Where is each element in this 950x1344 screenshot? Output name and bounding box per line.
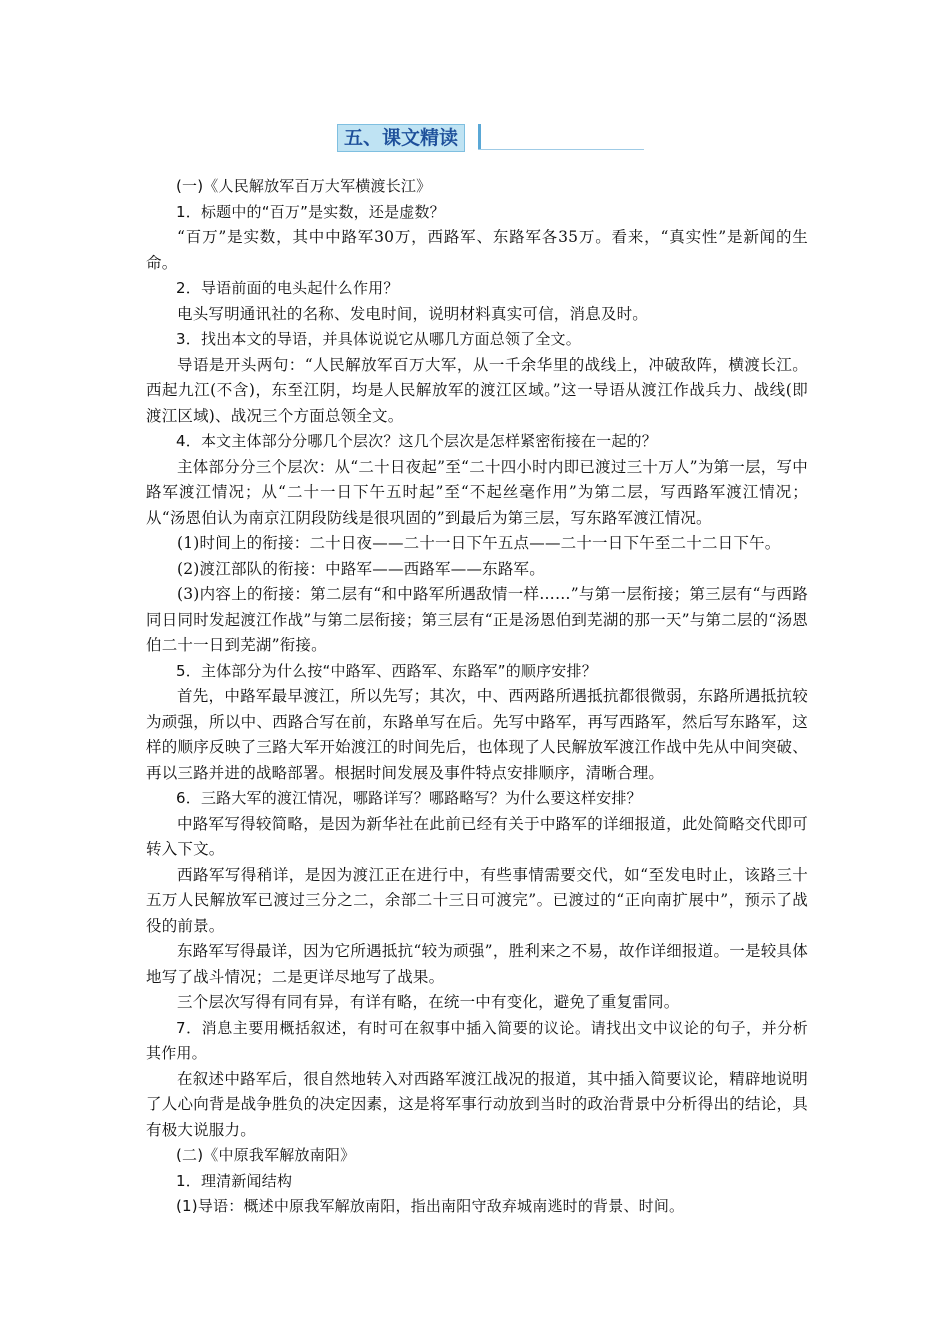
answer-paragraph: 主体部分分三个层次：从“二十日夜起”至“二十四小时内即已渡过三十万人”为第一层，写中路军渡江情况；从“二十一日下午五时起”至“不起丝毫作用”为第二层，写西路军渡江情况；从“汤恩伯认为南京江阴段防线是很巩固的”到最后为第三层，写东路军渡江情况。 <box>146 457 808 527</box>
section-header <box>337 124 647 152</box>
answer-paragraph: 东路军写得最详，因为它所遇抵抗“较为顽强”，胜利来之不易，故作详细报道。一是较具体地写了战斗情况；二是更详尽地写了战果。 <box>146 942 808 986</box>
question-paragraph: 7．消息主要用概括叙述，有时可在叙事中插入简要的议论。请找出文中议论的句子，并分析其作用。 <box>146 1018 808 1062</box>
answer-paragraph: (2)渡江部队的衔接：中路军——西路军——东路军。 <box>177 559 545 578</box>
question-paragraph: 4．本文主体部分分哪几个层次？这几个层次是怎样紧密衔接在一起的？ <box>176 432 657 450</box>
question-paragraph: 5．主体部分为什么按“中路军、西路军、东路军”的顺序安排？ <box>176 661 597 680</box>
header-underline <box>478 149 644 150</box>
answer-paragraph: (3)内容上的衔接：第二层有“和中路军所遇敌情一样……”与第一层衔接；第三层有“与西路同日同时发起渡江作战”与第二层衔接；第三层有“正是汤恩伯到芜湖的那一天”与第二层的“汤恩伯二十一日到芜湖”衔接。 <box>146 585 808 654</box>
answer-paragraph: “百万”是实数，其中中路军30万，西路军、东路军各35万。看来，“真实性”是新闻的生命。 <box>146 228 808 272</box>
header-accent-bar <box>478 124 481 150</box>
question-paragraph: 1．理清新闻结构 <box>176 1171 293 1190</box>
question-paragraph: 3．找出本文的导语，并具体说说它从哪几方面总领了全文。 <box>176 330 581 348</box>
question-paragraph: (1)导语：概述中原我军解放南阳，指出南阳守敌弃城南逃时的背景、时间。 <box>176 1197 685 1215</box>
question-paragraph: 6．三路大军的渡江情况，哪路详写？哪路略写？为什么要这样安排？ <box>176 789 642 807</box>
answer-paragraph: 电头写明通讯社的名称、发电时间，说明材料真实可信，消息及时。 <box>177 304 649 323</box>
answer-paragraph: 首先，中路军最早渡江，所以先写；其次，中、西两路所遇抵抗都很微弱，东路所遇抵抗较为顽强，所以中、西路合写在前，东路单写在后。先写中路军，再写西路军，然后写东路军，这样的顺序反映了三路大军开始渡江的时间先后，也体现了人民解放军渡江作战中先从中间突破、再以三路并进的战略部署。根据时间发展及事件特点安排顺序，清晰合理。 <box>146 687 808 782</box>
answer-paragraph: 西路军写得稍详，是因为渡江正在进行中，有些事情需要交代，如“至发电时止，该路三十五万人民解放军已渡过三分之二，余部二十三日可渡完”。已渡过的“正向南扩展中”，预示了战役的前景。 <box>146 865 808 935</box>
document-body <box>146 174 808 1220</box>
section-title: 五、课文精读 <box>337 124 465 152</box>
answer-paragraph: 导语是开头两句：“人民解放军百万大军，从一千余华里的战线上，冲破敌阵，横渡长江。西起九江(不含)，东至江阴，均是人民解放军的渡江区域。”这一导语从渡江作战兵力、战线(即渡江区域)、战况三个方面总领全文。 <box>146 355 808 425</box>
question-paragraph: (一)《人民解放军百万大军横渡长江》 <box>176 177 432 195</box>
answer-paragraph: 三个层次写得有同有异，有详有略，在统一中有变化，避免了重复雷同。 <box>177 993 680 1011</box>
question-paragraph: 1．标题中的“百万”是实数，还是虚数？ <box>176 202 445 221</box>
question-paragraph: 2．导语前面的电头起什么作用？ <box>176 279 399 297</box>
answer-paragraph: 在叙述中路军后，很自然地转入对西路军渡江战况的报道，其中插入简要议论，精辟地说明了人心向背是战争胜负的决定因素，这是将军事行动放到当时的政治背景中分析得出的结论，具有极大说服力。 <box>146 1069 808 1139</box>
question-paragraph: (二)《中原我军解放南阳》 <box>176 1146 356 1164</box>
answer-paragraph: (1)时间上的衔接：二十日夜——二十一日下午五点——二十一日下午至二十二日下午。 <box>177 534 781 552</box>
answer-paragraph: 中路军写得较简略，是因为新华社在此前已经有关于中路军的详细报道，此处简略交代即可转入下文。 <box>146 814 808 858</box>
